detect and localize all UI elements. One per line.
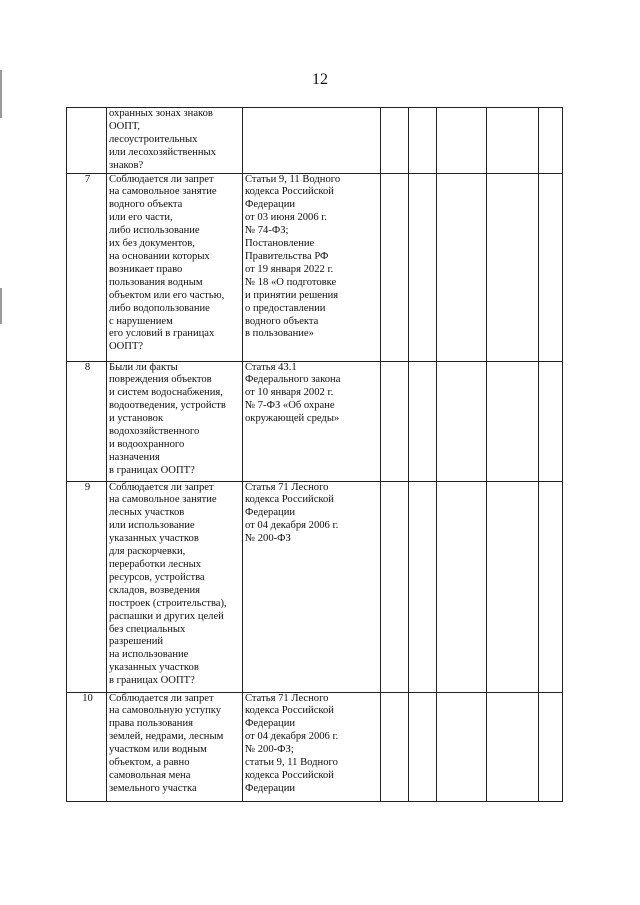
legal-basis-line: статьи 9, 11 Водного [245, 757, 338, 769]
answer-cell [381, 361, 409, 481]
legal-basis-line: Федерации [245, 199, 296, 211]
table-row [67, 173, 563, 361]
question-line: разрешений [109, 636, 164, 648]
legal-basis-line: кодекса Российской [245, 494, 334, 506]
table-row [67, 481, 563, 692]
question-line: участком или водным [109, 744, 207, 756]
question-line: построек (строительства), [109, 597, 227, 609]
question-line: права пользования [109, 718, 194, 730]
legal-basis-line: Федерации [245, 782, 296, 794]
page-number: 12 [312, 71, 328, 88]
question-line: Соблюдается ли запрет [109, 173, 214, 185]
question-line: и водоохранного [109, 438, 185, 450]
answer-cell [539, 361, 563, 481]
answer-cell [437, 361, 487, 481]
legal-basis-line: водного объекта [245, 315, 319, 327]
answer-cell [539, 692, 563, 801]
legal-basis-line: кодекса Российской [245, 186, 334, 198]
legal-basis-line: Статья 71 Лесного [245, 692, 329, 704]
question-line: на самовольное занятие [109, 494, 217, 506]
question-line: назначения [109, 451, 160, 463]
answer-cell [381, 173, 409, 361]
answer-cell [409, 692, 437, 801]
legal-basis-line: № 200-ФЗ; [245, 744, 294, 756]
row-number: 7 [67, 173, 107, 361]
legal-basis-cell [243, 173, 381, 361]
question-line: без специальных [109, 623, 186, 635]
question-line: водоотведения, устройств [109, 400, 226, 412]
question-line: либо использование [109, 225, 200, 237]
legal-basis-line: от 03 июня 2006 г. [245, 212, 328, 224]
legal-basis-line: Постановление [245, 238, 315, 250]
question-line: в границах ООПТ? [109, 464, 195, 476]
answer-cell [437, 481, 487, 692]
question-line: ООПТ? [109, 341, 144, 353]
legal-basis-cell [243, 108, 381, 174]
answer-cell [381, 692, 409, 801]
question-line: водохозяйственного [109, 426, 200, 438]
question-line: Соблюдается ли запрет [109, 481, 214, 493]
question-line: повреждения объектов [109, 374, 212, 386]
question-line: землей, недрами, лесным [109, 731, 224, 743]
legal-basis-cell [243, 481, 381, 692]
answer-cell [437, 108, 487, 174]
question-line: либо водопользование [109, 302, 210, 314]
answer-cell [487, 361, 539, 481]
legal-basis-line: Статья 43.1 [245, 361, 297, 373]
legal-basis-line: Статьи 9, 11 Водного [245, 173, 341, 185]
legal-basis-cell [243, 361, 381, 481]
question-line: с нарушением [109, 315, 173, 327]
answer-cell [487, 481, 539, 692]
row-number: 9 [67, 481, 107, 692]
question-line: в границах ООПТ? [109, 675, 195, 687]
scan-edge-mark-bottom [0, 288, 2, 324]
question-line: охранных зонах знаков [109, 108, 213, 119]
legal-basis-line: Правительства РФ [245, 250, 329, 262]
question-line: возникает право [109, 263, 183, 275]
question-cell [107, 108, 243, 174]
legal-basis-line: Федерации [245, 718, 296, 730]
question-cell [107, 361, 243, 481]
question-line: для раскорчевки, [109, 546, 186, 558]
checklist-table [66, 107, 563, 802]
legal-basis-line: Федерального закона [245, 374, 341, 386]
answer-cell [437, 173, 487, 361]
legal-basis-line: и принятии решения [245, 289, 339, 301]
question-cell [107, 173, 243, 361]
legal-basis-line: № 74-ФЗ; [245, 225, 289, 237]
answer-cell [381, 108, 409, 174]
legal-basis-line: кодекса Российской [245, 705, 334, 717]
question-line: ООПТ, [109, 120, 141, 132]
question-line: складов, возведения [109, 584, 201, 596]
answer-cell [409, 481, 437, 692]
answer-cell [539, 173, 563, 361]
scan-edge-mark-top [0, 70, 2, 118]
question-line: или его части, [109, 212, 173, 224]
question-line: водного объекта [109, 199, 183, 211]
legal-basis-line: № 18 «О подготовке [245, 276, 337, 288]
answer-cell [539, 108, 563, 174]
question-line: или лесохозяйственных [109, 146, 216, 158]
answer-cell [409, 173, 437, 361]
question-line: объектом или его частью, [109, 289, 225, 301]
question-line: их без документов, [109, 238, 195, 250]
legal-basis-line: от 04 декабря 2006 г. [245, 731, 339, 743]
legal-basis-line: в пользование» [245, 328, 314, 340]
question-line: на самовольную уступку [109, 705, 222, 717]
question-line: или использование [109, 520, 195, 532]
question-line: указанных участков [109, 533, 199, 545]
table-row [67, 692, 563, 801]
answer-cell [437, 692, 487, 801]
question-line: самовольная мена [109, 769, 191, 781]
question-line: его условий в границах [109, 328, 215, 340]
question-line: Соблюдается ли запрет [109, 692, 214, 704]
question-line: пользования водным [109, 276, 203, 288]
legal-basis-line: окружающей среды» [245, 413, 340, 425]
legal-basis-cell [243, 692, 381, 801]
question-line: земельного участка [109, 782, 197, 794]
question-line: и систем водоснабжения, [109, 387, 223, 399]
legal-basis-line: Статья 71 Лесного [245, 481, 329, 493]
question-line: распашки и других целей [109, 610, 224, 622]
row-number: 10 [67, 692, 107, 801]
answer-cell [487, 173, 539, 361]
answer-cell [409, 108, 437, 174]
question-line: на самовольное занятие [109, 186, 217, 198]
question-cell [107, 481, 243, 692]
table-row [67, 361, 563, 481]
question-line: знаков? [109, 159, 144, 171]
legal-basis-line: о предоставлении [245, 302, 326, 314]
legal-basis-line: от 10 января 2002 г. [245, 387, 334, 399]
legal-basis-line: Федерации [245, 507, 296, 519]
question-line: указанных участков [109, 662, 199, 674]
answer-cell [487, 692, 539, 801]
question-line: лесоустроительных [109, 133, 198, 145]
question-line: ресурсов, устройства [109, 571, 205, 583]
answer-cell [487, 108, 539, 174]
answer-cell [539, 481, 563, 692]
question-cell [107, 692, 243, 801]
question-line: и установок [109, 413, 164, 425]
legal-basis-line: кодекса Российской [245, 769, 334, 781]
answer-cell [409, 361, 437, 481]
legal-basis-line: № 200-ФЗ [245, 533, 291, 545]
answer-cell [381, 481, 409, 692]
legal-basis-line: от 04 декабря 2006 г. [245, 520, 339, 532]
question-line: на основании которых [109, 250, 210, 262]
legal-basis-line: от 19 января 2022 г. [245, 263, 334, 275]
table-row [67, 108, 563, 174]
row-number: 8 [67, 361, 107, 481]
question-line: переработки лесных [109, 558, 202, 570]
question-line: лесных участков [109, 507, 185, 519]
legal-basis-line: № 7-ФЗ «Об охране [245, 400, 335, 412]
question-line: объектом, а равно [109, 757, 190, 769]
question-line: на использование [109, 649, 189, 661]
question-line: Были ли факты [109, 361, 178, 373]
row-number [67, 108, 107, 174]
